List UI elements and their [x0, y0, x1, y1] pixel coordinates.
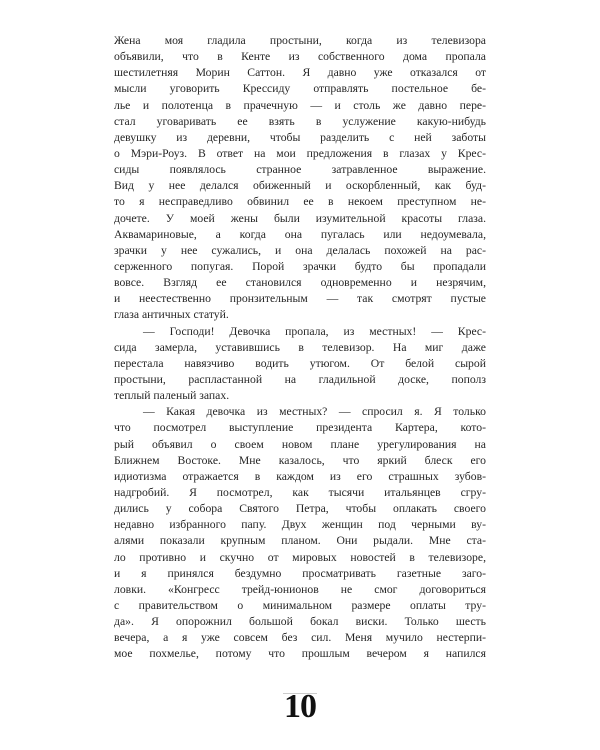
text-line: алями показали крупным планом. Они рыдали. Мне ста- [114, 534, 486, 548]
text-line: идиотизма отражается в каждом из его страшных зубов- [114, 469, 486, 483]
text-line: да». Я опорожнил большой бокал виски. Только шесть [114, 615, 486, 629]
text-line: — Господи! Девочка пропала, из местных! — Крес- [143, 324, 486, 338]
text-line: сида замерла, уставившись в телевизор. На миг даже [114, 340, 486, 354]
body-text [114, 33, 486, 662]
text-line: Аквамариновые, а когда она пугалась или недоумевала, [114, 227, 486, 241]
text-line: и неестественно пронзительным — так смотрят пустые [114, 292, 486, 306]
text-line: дочете. У моей жены были изумительной красоты глаза. [114, 211, 486, 225]
text-line: Жена моя гладила простыни, когда из телевизора [114, 34, 486, 47]
text-line: надгробий. Я посмотрел, как тысячи итальянцев сгру- [114, 485, 486, 499]
page-number: 10 [284, 688, 316, 725]
text-line: рый объявил о своем новом плане урегулирования на [114, 437, 486, 451]
text-line: объявили, что в Кенте из собственного дома пропала [114, 50, 486, 64]
text-line: ловки. «Конгресс трейд-юнионов не смог договориться [114, 582, 486, 596]
text-line: с правительством о минимальном размере оплаты тру- [114, 598, 486, 612]
text-line: вовсе. Взгляд ее становился одновременно и незрячим, [114, 276, 486, 290]
text-line: лье и полотенца в прачечную — и столь же давно пере- [114, 98, 486, 112]
text-line: вечера, а я уже совсем без сил. Меня мучило нестерпи- [114, 631, 486, 645]
text-line: серженного попугая. Порой зрачки будто бы пропадали [114, 259, 486, 273]
text-line: Вид у нее делался обиженный и оскорбленный, как буд- [114, 179, 486, 193]
text-line: что посмотрел выступление президента Картера, кото- [114, 421, 486, 435]
text-line: ло противно и скучно от мировых новостей в телевизоре, [114, 550, 486, 564]
text-line: о Мэри-Роуз. В ответ на мои предложения в глазах у Крес- [114, 146, 486, 160]
text-line: то я несправедливо обвинил ее в некоем преступном не- [114, 195, 486, 209]
text-line: — Какая девочка из местных? — спросил я. Я только [143, 405, 486, 419]
text-line: дились у собора Святого Петра, чтобы оплакать своего [114, 502, 486, 516]
text-line: стал уговаривать ее взять в услужение какую-нибудь [114, 114, 486, 128]
text-line: простыни, распластанной на гладильной доске, пополз [114, 372, 486, 386]
text-line: и я принялся бездумно просматривать газетные заго- [114, 566, 486, 580]
text-line: шестилетняя Морин Саттон. Я давно уже отказался от [114, 66, 486, 80]
text-line: перестала навязчиво водить утюгом. От белой сырой [114, 356, 486, 370]
text-line: мое похмелье, потому что прошлым вечером я напился [114, 647, 486, 661]
text-line: недавно избранного папу. Двух женщин под черными ву- [114, 518, 486, 532]
text-line: теплый паленый запах. [114, 389, 230, 403]
text-line: глаза античных статуй. [114, 308, 229, 322]
text-line: Ближнем Востоке. Мне казалось, что яркий блеск его [114, 453, 486, 467]
text-line: зрачки у нее сужались, и она делалась похожей на рас- [114, 243, 486, 257]
text-line: мысли уговорить Крессиду отправлять постельное бе- [114, 82, 486, 96]
text-line: девушку из деревни, чтобы разделить с ней заботы [114, 130, 486, 144]
text-line: сиды появлялось странное затравленное выражение. [114, 163, 486, 177]
